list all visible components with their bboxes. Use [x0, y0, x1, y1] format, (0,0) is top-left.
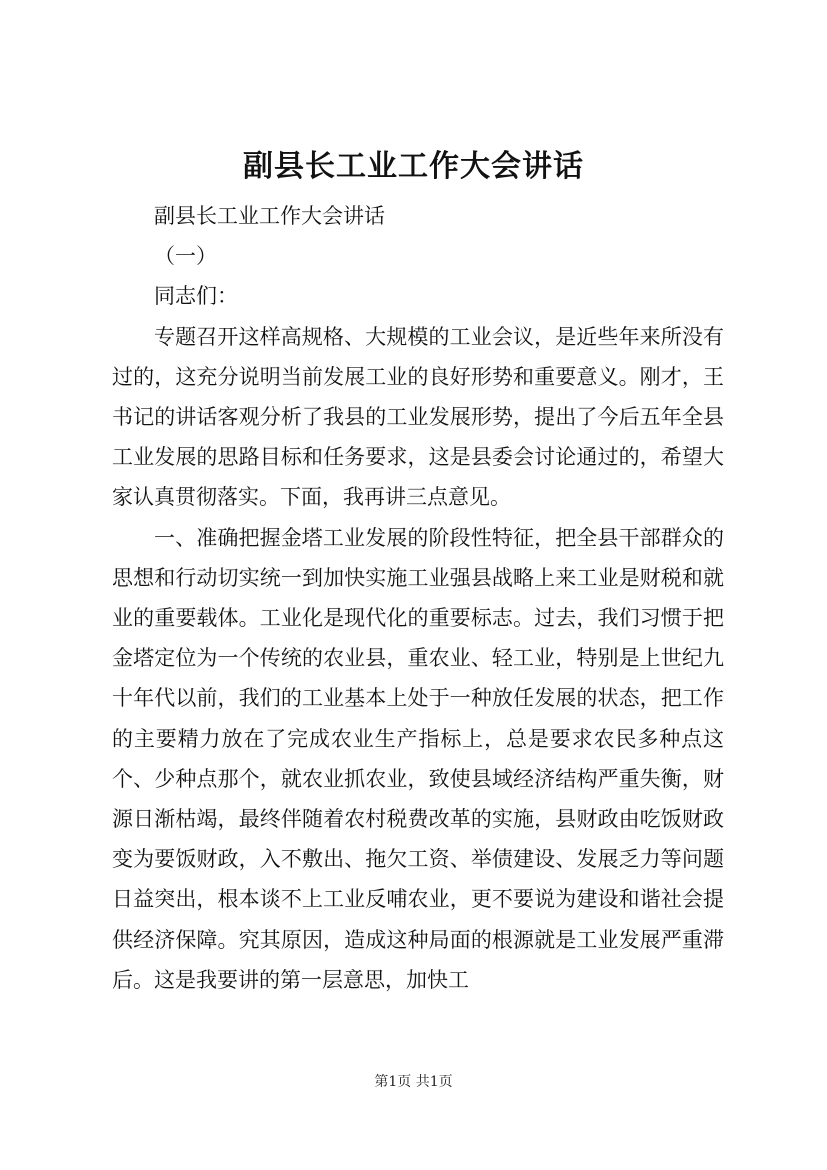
- document-body: [112, 196, 724, 1000]
- greeting: 同志们：: [154, 284, 238, 309]
- section-marker: （一）: [154, 244, 217, 269]
- paragraph-1: 专题召开这样高规格、大规模的工业会议，是近些年来所没有过的，这充分说明当前发展工业的良好形势和重要意义。刚才，王书记的讲话客观分析了我县的工业发展形势，提出了今后五年全县工业发展的思路目标和任务要求，这是县委会讨论通过的，希望大家认真贯彻落实。下面，我再讲三点意见。: [112, 324, 724, 510]
- document-title: 副县长工业工作大会讲话: [243, 149, 584, 184]
- paragraph-2: 一、准确把握金塔工业发展的阶段性特征，把全县干部群众的思想和行动切实统一到加快实施工业强县战略上来工业是财税和就业的重要载体。工业化是现代化的重要标志。过去，我们习惯于把金塔定位为一个传统的农业县，重农业、轻工业，特别是上世纪九十年代以前，我们的工业基本上处于一种放任发展的状态，把工作的主要精力放在了完成农业生产指标上，总是要求农民多种点这个、少种点那个，就农业抓农业，致使县域经济结构严重失衡，财源日渐枯竭，最终伴随着农村税费改革的实施，县财政由吃饭财政变为要饭财政，入不敷出、拖欠工资、举债建设、发展乏力等问题日益突出，根本谈不上工业反哺农业，更不要说为建设和谐社会提供经济保障。究其原因，造成这种局面的根源就是工业发展严重滞后。这是我要讲的第一层意思，加快工: [112, 525, 724, 992]
- document-subtitle: 副县长工业工作大会讲话: [154, 204, 385, 228]
- page-footer: 第1页 共1页: [374, 1074, 453, 1090]
